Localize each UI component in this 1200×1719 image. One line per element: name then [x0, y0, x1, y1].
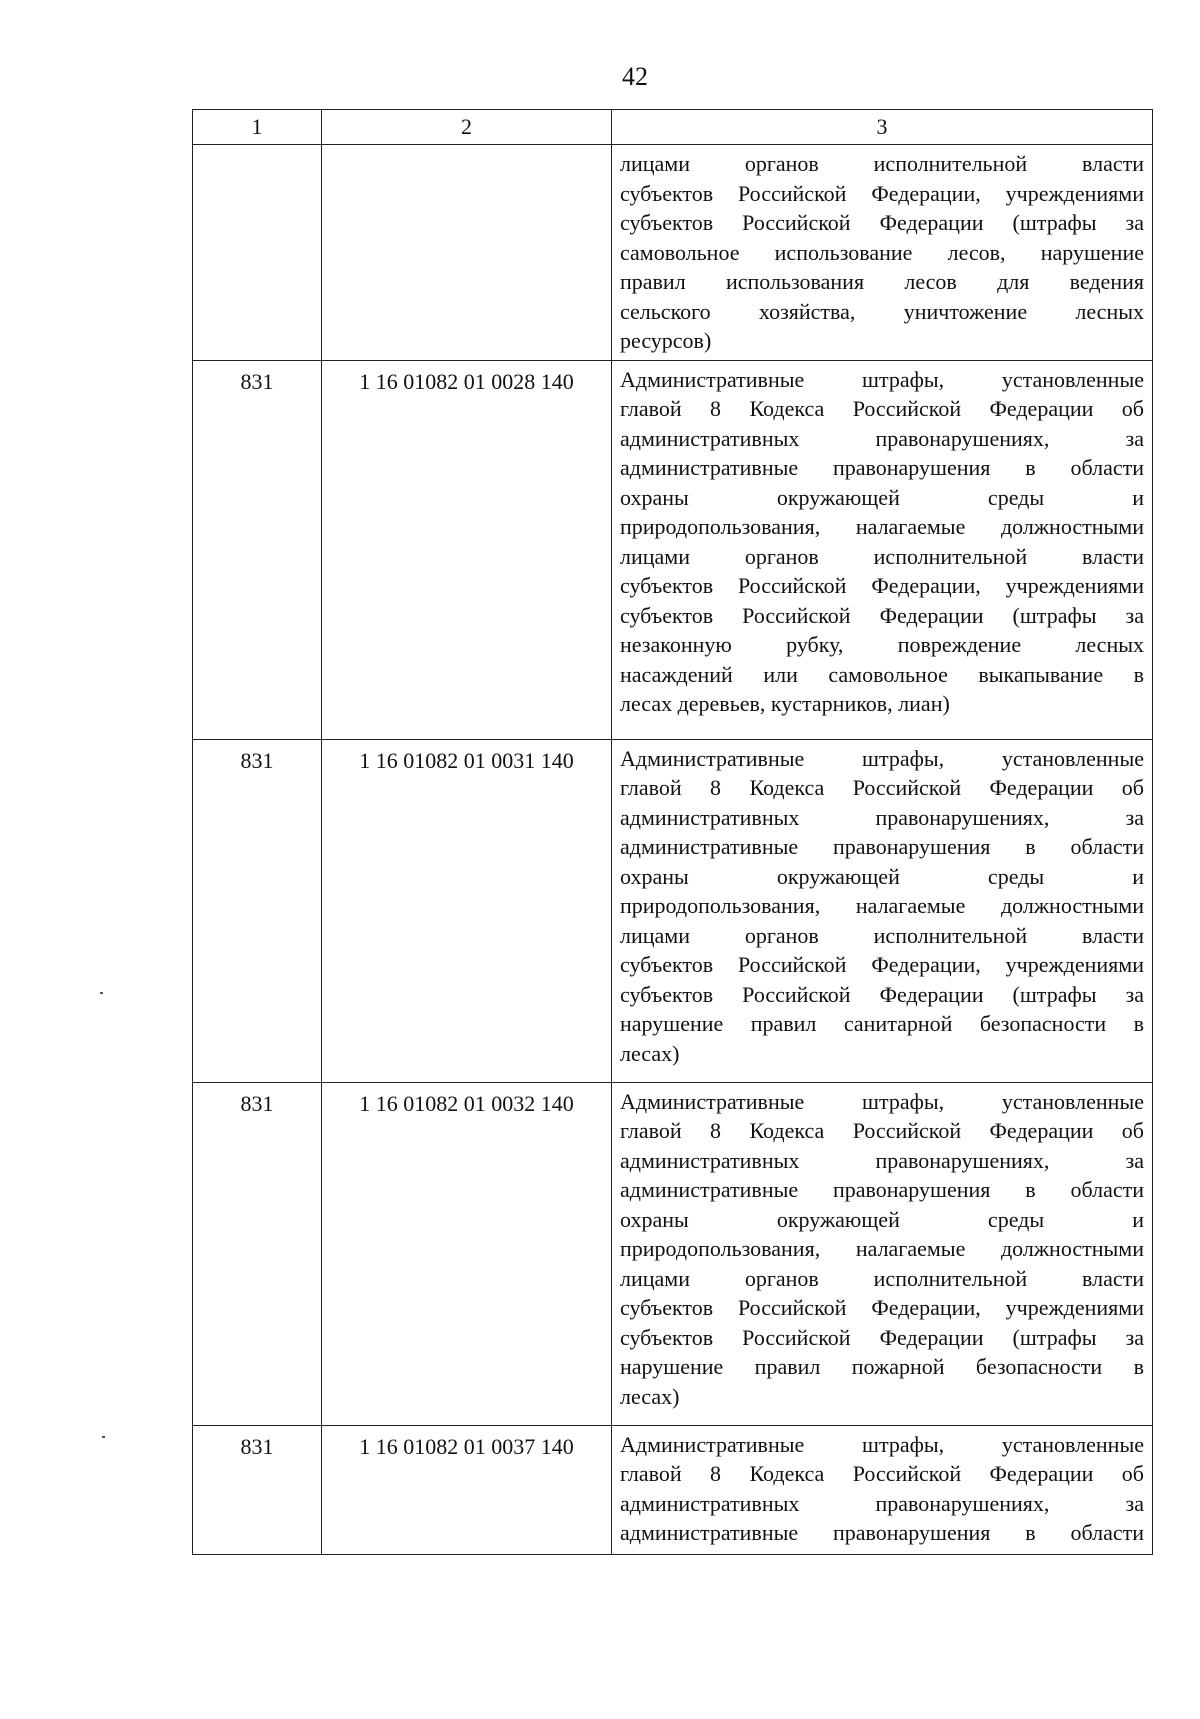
- table-row: [193, 360, 1153, 739]
- description-line: субъектов Российской Федерации, учреждениями: [620, 1295, 1144, 1320]
- scan-speck: [100, 992, 103, 994]
- description-line: лесах): [620, 1040, 680, 1066]
- description-line: природопользования, налагаемые должностными: [620, 893, 1144, 918]
- header-col-3: 3: [612, 110, 1153, 145]
- description-cell: [612, 1082, 1153, 1425]
- description-line: административные правонарушения в области: [620, 1520, 1144, 1545]
- description-line: административных правонарушениях, за: [620, 1490, 1144, 1516]
- description-line: ресурсов): [620, 328, 712, 353]
- table-row: [193, 1425, 1153, 1554]
- description-line: субъектов Российской Федерации, учреждениями: [620, 952, 1144, 977]
- kbk-code-cell: 1 16 01082 01 0032 140: [322, 1082, 612, 1425]
- description-line: правил использования лесов для ведения: [620, 269, 1144, 294]
- table-row: [193, 1082, 1153, 1425]
- description-line: лицами органов исполнительной власти: [620, 922, 1144, 948]
- description-line: лесах деревьев, кустарников, лиан): [620, 691, 950, 716]
- description-line: субъектов Российской Федерации, учреждениями: [620, 573, 1144, 598]
- description-line: Административные штрафы, установленные: [620, 745, 1144, 771]
- kbk-code-cell: 1 16 01082 01 0028 140: [322, 360, 612, 739]
- admin-code-cell: 831: [193, 1082, 322, 1425]
- kbk-code-cell: 1 16 01082 01 0037 140: [322, 1425, 612, 1554]
- description-line: охраны окружающей среды и: [620, 1206, 1144, 1232]
- table-row: [193, 145, 1153, 361]
- description-line: главой 8 Кодекса Российской Федерации об: [620, 1461, 1144, 1486]
- description-line: административных правонарушениях, за: [620, 804, 1144, 830]
- description-line: природопользования, налагаемые должностными: [620, 514, 1144, 539]
- description-line: субъектов Российской Федерации (штрафы за: [620, 1324, 1144, 1350]
- description-line: административных правонарушениях, за: [620, 425, 1144, 451]
- description-line: главой 8 Кодекса Российской Федерации об: [620, 775, 1144, 800]
- kbk-code-cell: 1 16 01082 01 0031 140: [322, 739, 612, 1082]
- description-line: нарушение правил пожарной безопасности в: [620, 1354, 1144, 1379]
- description-line: административные правонарушения в области: [620, 455, 1144, 480]
- description-line: субъектов Российской Федерации (штрафы за: [620, 210, 1144, 235]
- description-line: главой 8 Кодекса Российской Федерации об: [620, 396, 1144, 421]
- page-number: 42: [622, 62, 648, 91]
- admin-code-cell: 831: [193, 739, 322, 1082]
- description-line: административные правонарушения в области: [620, 1177, 1144, 1202]
- description-cell: [612, 739, 1153, 1082]
- budget-classification-table: [192, 109, 1153, 1555]
- table-header-row: [193, 110, 1153, 145]
- description-cell: [612, 360, 1153, 739]
- description-cell: [612, 1425, 1153, 1554]
- description-line: административные правонарушения в области: [620, 834, 1144, 859]
- description-line: лицами органов исполнительной власти: [620, 543, 1144, 569]
- scan-speck: [102, 1436, 105, 1438]
- kbk-code-cell: [322, 145, 612, 361]
- description-line: нарушение правил санитарной безопасности в: [620, 1011, 1144, 1036]
- admin-code-cell: [193, 145, 322, 361]
- description-line: субъектов Российской Федерации (штрафы за: [620, 981, 1144, 1007]
- description-line: главой 8 Кодекса Российской Федерации об: [620, 1118, 1144, 1143]
- description-line: сельского хозяйства, уничтожение лесных: [620, 298, 1144, 324]
- description-line: насаждений или самовольное выкапывание в: [620, 661, 1144, 687]
- description-line: природопользования, налагаемые должностными: [620, 1236, 1144, 1261]
- description-cell: [612, 145, 1153, 361]
- description-line: лицами органов исполнительной власти: [620, 151, 1144, 176]
- description-line: самовольное использование лесов, нарушение: [620, 239, 1144, 265]
- description-line: Административные штрафы, установленные: [620, 366, 1144, 392]
- description-line: Административные штрафы, установленные: [620, 1088, 1144, 1114]
- admin-code-cell: 831: [193, 360, 322, 739]
- description-line: субъектов Российской Федерации (штрафы за: [620, 602, 1144, 628]
- description-line: Административные штрафы, установленные: [620, 1431, 1144, 1457]
- header-col-2: 2: [322, 110, 612, 145]
- description-line: административных правонарушениях, за: [620, 1147, 1144, 1173]
- description-line: незаконную рубку, повреждение лесных: [620, 632, 1144, 657]
- description-line: охраны окружающей среды и: [620, 484, 1144, 510]
- description-line: лесах): [620, 1383, 680, 1409]
- description-line: субъектов Российской Федерации, учреждениями: [620, 180, 1144, 206]
- header-col-1: 1: [193, 110, 322, 145]
- table-row: [193, 739, 1153, 1082]
- admin-code-cell: 831: [193, 1425, 322, 1554]
- description-line: охраны окружающей среды и: [620, 863, 1144, 889]
- description-line: лицами органов исполнительной власти: [620, 1265, 1144, 1291]
